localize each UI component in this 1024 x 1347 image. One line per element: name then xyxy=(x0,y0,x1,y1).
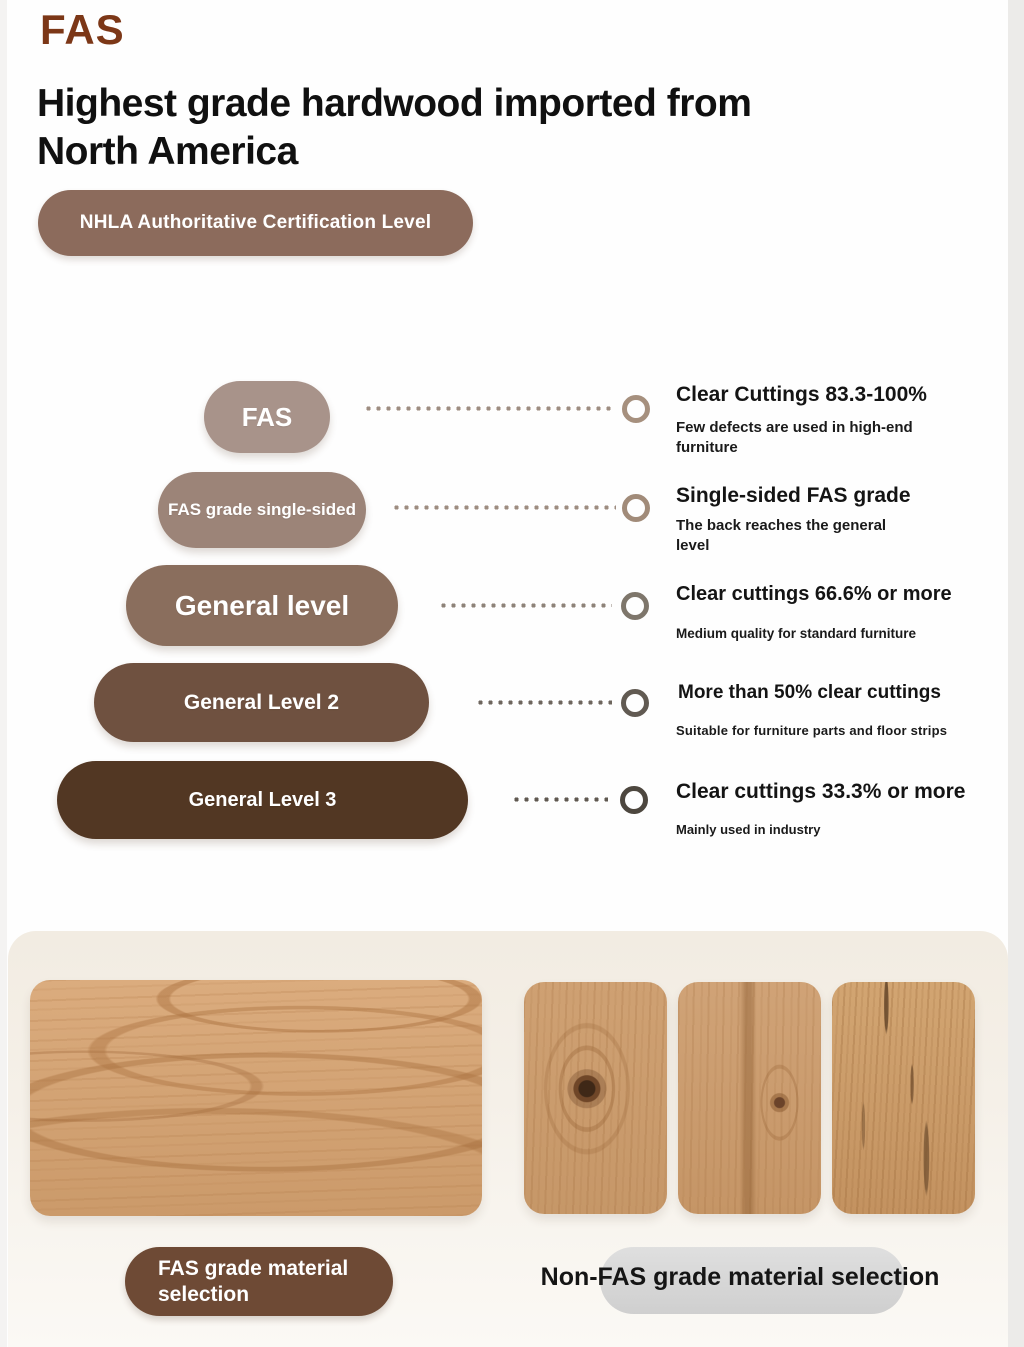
grade-pill-label: FAS xyxy=(241,401,293,432)
level-description: Few defects are used in high-end furniture xyxy=(676,419,913,456)
level-title: More than 50% clear cuttings xyxy=(678,682,941,703)
dotted-connector xyxy=(478,700,612,705)
right-edge-strip xyxy=(1008,0,1024,1347)
level-description: Mainly used in industry xyxy=(676,822,821,837)
grade-pill-label: General Level 3 xyxy=(188,788,337,811)
grade-pill-fas xyxy=(204,381,330,453)
non-fas-material-label: Non-FAS grade material selection xyxy=(540,1263,940,1291)
grade-pill-label: General Level 2 xyxy=(183,690,340,714)
grade-pill-general-level-2 xyxy=(94,663,429,742)
connector-circle-icon xyxy=(621,592,649,620)
fas-material-label-pill xyxy=(125,1247,393,1316)
certification-badge-label: NHLA Authoritative Certification Level xyxy=(79,212,432,233)
left-edge-strip xyxy=(0,0,7,1347)
dotted-connector xyxy=(514,797,608,802)
dotted-connector xyxy=(366,406,616,411)
level-title: Clear Cuttings 83.3-100% xyxy=(676,383,927,406)
non-fas-wood-image-3 xyxy=(832,982,975,1214)
connector-circle-icon xyxy=(622,395,650,423)
grade-pill-fas-single-sided xyxy=(158,472,366,548)
level-description: The back reaches the general level xyxy=(676,517,887,554)
level-description: Suitable for furniture parts and floor strips xyxy=(676,723,948,738)
level-description: Medium quality for standard furniture xyxy=(676,626,917,641)
page-title-line1: Highest grade hardwood imported from xyxy=(37,82,752,125)
grade-pill-label: FAS grade single-sided xyxy=(168,500,356,519)
page-title xyxy=(37,80,867,176)
grade-pill-general-level xyxy=(126,565,398,646)
certification-badge xyxy=(38,190,473,256)
dotted-connector xyxy=(441,603,612,608)
connector-circle-icon xyxy=(620,786,648,814)
level-title: Clear cuttings 66.6% or more xyxy=(676,583,952,605)
connector-circle-icon xyxy=(622,494,650,522)
brand-title: FAS xyxy=(40,6,125,53)
connector-circle-icon xyxy=(621,689,649,717)
level-title: Clear cuttings 33.3% or more xyxy=(676,780,966,803)
dotted-connector xyxy=(394,505,616,510)
level-title: Single-sided FAS grade xyxy=(676,484,911,507)
grade-pill-label: General level xyxy=(174,589,350,621)
non-fas-wood-image-1 xyxy=(524,982,667,1214)
non-fas-wood-image-2 xyxy=(678,982,821,1214)
page-title-line2: North America xyxy=(37,130,298,173)
fas-material-label: FAS grade material selection xyxy=(158,1256,349,1306)
fas-grade-wood-image xyxy=(30,980,482,1216)
grade-pill-general-level-3 xyxy=(57,761,468,839)
